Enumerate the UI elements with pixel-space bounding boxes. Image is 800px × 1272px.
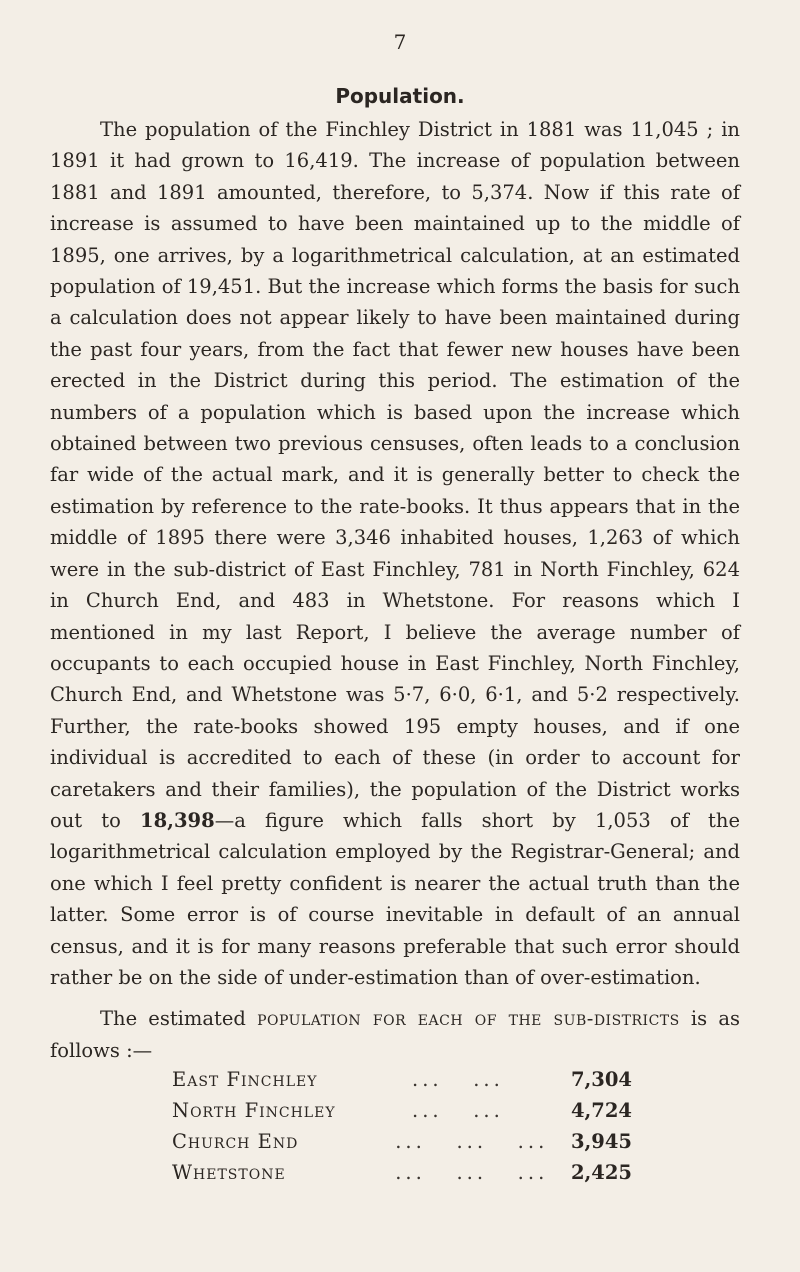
dot-leader bbox=[412, 1099, 542, 1122]
subdistrict-population: 4,724 bbox=[570, 1099, 632, 1122]
dot-leader-a: ... bbox=[412, 1068, 443, 1091]
paragraph-text-end: —a figure which falls short by 1,053 of the logarithmetrical calculation employed by the Registrar-General; and one which I feel pretty confident is nearer the actual truth than the latter. Some error is of course inevitable in default of an annual census, and it is for many reasons preferable that such error should rather be on the side of under-estimation than of over-estimation. bbox=[50, 808, 740, 989]
subdistrict-population: 7,304 bbox=[570, 1068, 632, 1091]
subdistrict-population: 2,425 bbox=[570, 1161, 632, 1184]
dot-leader bbox=[395, 1130, 548, 1153]
intro-small-caps: population for each of the sub-districts bbox=[257, 1007, 680, 1031]
dot-leader-b: ... bbox=[456, 1161, 488, 1184]
dot-leader bbox=[412, 1068, 542, 1091]
paragraph-text: The population of the Finchley District in 1881 was 11,045 ; in 1891 it had grown to 16,419. The increase of population between 1881 and 1891 amounted, therefore, to 5,374. Now if this rate of increase is assumed to have been maintained up to the middle of 1895, one arrives, by a logarithmetrical calculation, at an estimated population of 19,451. But the increase which forms the basis for such a calculation does not appear likely to have been maintained during the past four years, from the fact that fewer new houses have been erected in the District during this period. The estimation of the numbers of a population which is based upon the increase which obtained between two previous censuses, often leads to a conclusion far wide of the actual mark, and it is generally better to check the estimation by reference to the rate-books. It thus appears that in the middle of 1895 there were 3,346 inhabited houses, 1,263 of which were in the sub-district of East Finchley, 781 in North Finchley, 624 in Church End, and 483 in Whetstone. For reasons which I mentioned in my last Report, I believe the average number of occupants to each occupied house in East Finchley, North Finchley, Church End, and Whetstone was 5·7, 6·0, 6·1, and 5·2 respectively. Further, the rate-books showed 195 empty houses, and if one individual is accredited to each of these (in order to account for caretakers and their families), the population of the District works out to bbox=[50, 118, 740, 832]
dot-leader-c: ... bbox=[517, 1161, 549, 1184]
dot-leader-a: ... bbox=[412, 1099, 443, 1122]
dot-leader-b: ... bbox=[473, 1068, 504, 1091]
paragraph-population-estimate bbox=[50, 114, 740, 993]
dot-leader-a: ... bbox=[395, 1130, 426, 1153]
table-row bbox=[172, 1099, 632, 1130]
dot-leader-b: ... bbox=[456, 1130, 488, 1153]
intro-text: The estimated bbox=[100, 1007, 246, 1031]
subdistrict-population-table bbox=[172, 1068, 632, 1192]
intro-text-end: is as follows :— bbox=[50, 1007, 740, 1062]
subdistrict-name: Whetstone bbox=[172, 1161, 286, 1184]
subdistrict-population: 3,945 bbox=[570, 1130, 632, 1153]
bold-population-figure: 18,398 bbox=[140, 808, 215, 832]
page-number: 7 bbox=[393, 30, 407, 54]
dot-leader-a: ... bbox=[395, 1161, 426, 1184]
dot-leader-b: ... bbox=[473, 1099, 504, 1122]
dot-leader-c: ... bbox=[517, 1130, 549, 1153]
table-row bbox=[172, 1161, 632, 1192]
body-text bbox=[50, 114, 740, 1066]
subdistrict-name: Church End bbox=[172, 1130, 299, 1153]
table-row bbox=[172, 1068, 632, 1099]
subdistrict-name: North Finchley bbox=[172, 1099, 336, 1122]
section-heading: Population. bbox=[335, 84, 465, 108]
table-row bbox=[172, 1130, 632, 1161]
paragraph-subdistricts-intro bbox=[50, 1003, 740, 1066]
dot-leader bbox=[395, 1161, 548, 1184]
subdistrict-name: East Finchley bbox=[172, 1068, 318, 1091]
